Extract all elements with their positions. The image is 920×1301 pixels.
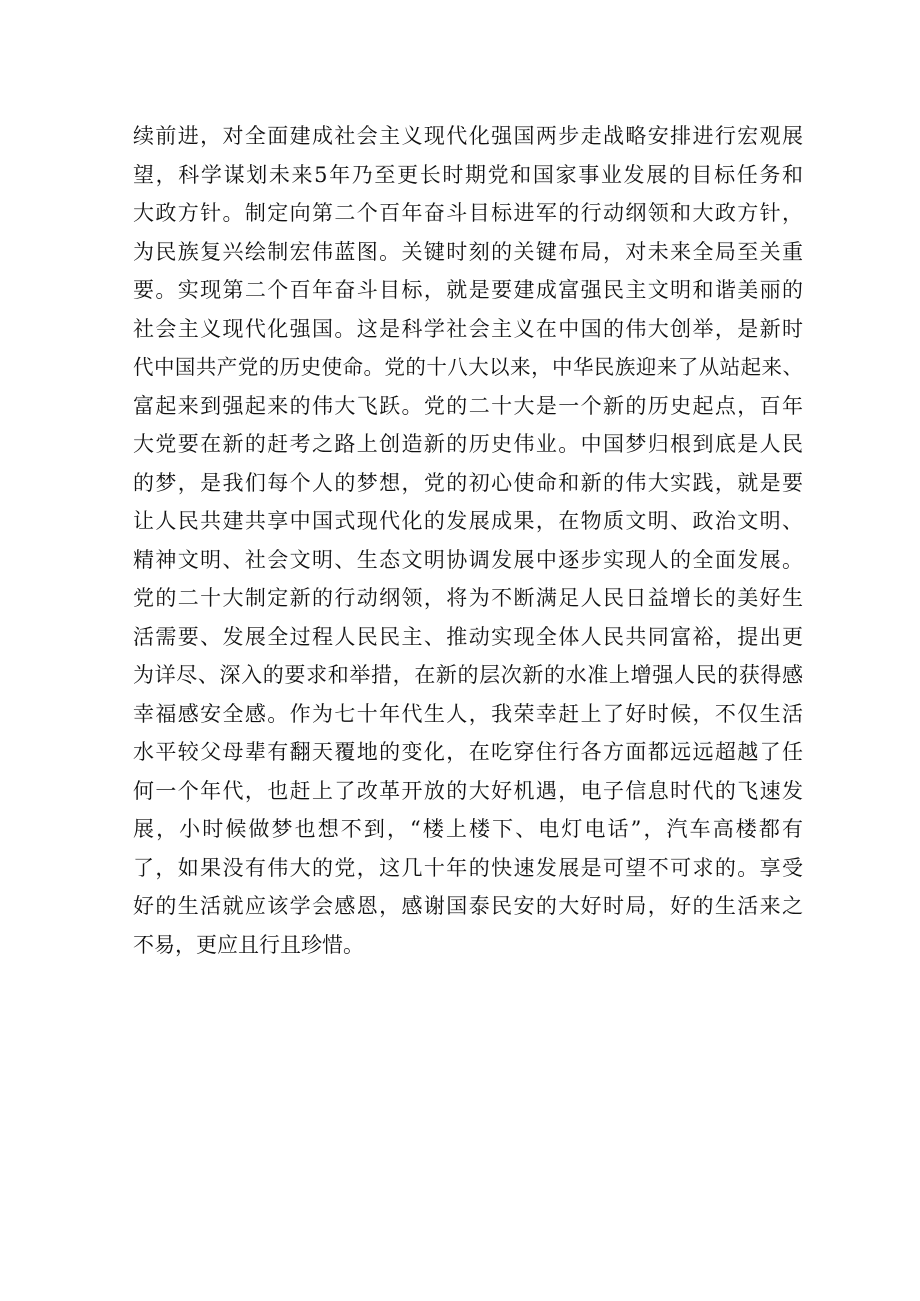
body-paragraph	[133, 117, 803, 964]
text-line: 精神文明、社会文明、生态文明协调发展中逐步实现人的全面发展。	[133, 547, 803, 572]
text-line: 要。实现第二个百年奋斗目标，就是要建成富强民主文明和谐美丽的	[133, 278, 803, 302]
text-line: 好的生活就应该学会感恩，感谢国泰民安的大好时局，好的生活来之	[133, 894, 803, 918]
text-line: 代中国共产党的历史使命。党的十八大以来，中华民族迎来了从站起来、	[133, 355, 803, 379]
text-line: 了，如果没有伟大的党，这几十年的快速发展是可望不可求的。享受	[133, 855, 803, 880]
text-line: 大党要在新的赶考之路上创造新的历史伟业。中国梦归根到底是人民	[133, 432, 803, 456]
text-line: 为详尽、深入的要求和举措，在新的层次新的水准上增强人民的获得感	[133, 663, 803, 687]
text-line: 活需要、发展全过程人民民主、推动实现全体人民共同富裕，提出更	[133, 624, 803, 649]
text-line: 让人民共建共享中国式现代化的发展成果，在物质文明、政治文明、	[133, 509, 803, 533]
text-line: 水平较父母辈有翻天覆地的变化，在吃穿住行各方面都远远超越了任	[133, 740, 803, 764]
text-line: 幸福感安全感。作为七十年代生人，我荣幸赶上了好时候，不仅生活	[133, 701, 803, 726]
text-line-last: 不易，更应且行且珍惜。	[133, 932, 364, 957]
text-line: 何一个年代，也赶上了改革开放的大好机遇，电子信息时代的飞速发	[133, 778, 803, 803]
text-line: 大政方针。制定向第二个百年奋斗目标进军的行动纲领和大政方针，	[133, 201, 803, 225]
text-line: 续前进，对全面建成社会主义现代化强国两步走战略安排进行宏观展	[133, 124, 803, 148]
text-line: 富起来到强起来的伟大飞跃。党的二十大是一个新的历史起点，百年	[133, 393, 803, 418]
text-line: 为民族复兴绘制宏伟蓝图。关键时刻的关键布局，对未来全局至关重	[133, 239, 803, 264]
text-line: 望，科学谋划未来5年乃至更长时期党和国家事业发展的目标任务和	[133, 162, 803, 187]
text-line: 党的二十大制定新的行动纲领，将为不断满足人民日益增长的美好生	[133, 586, 803, 610]
text-line: 展，小时候做梦也想不到，“楼上楼下、电灯电话”，汽车高楼都有	[133, 817, 803, 841]
text-line: 社会主义现代化强国。这是科学社会主义在中国的伟大创举，是新时	[133, 316, 803, 341]
text-line: 的梦，是我们每个人的梦想，党的初心使命和新的伟大实践，就是要	[133, 470, 803, 495]
